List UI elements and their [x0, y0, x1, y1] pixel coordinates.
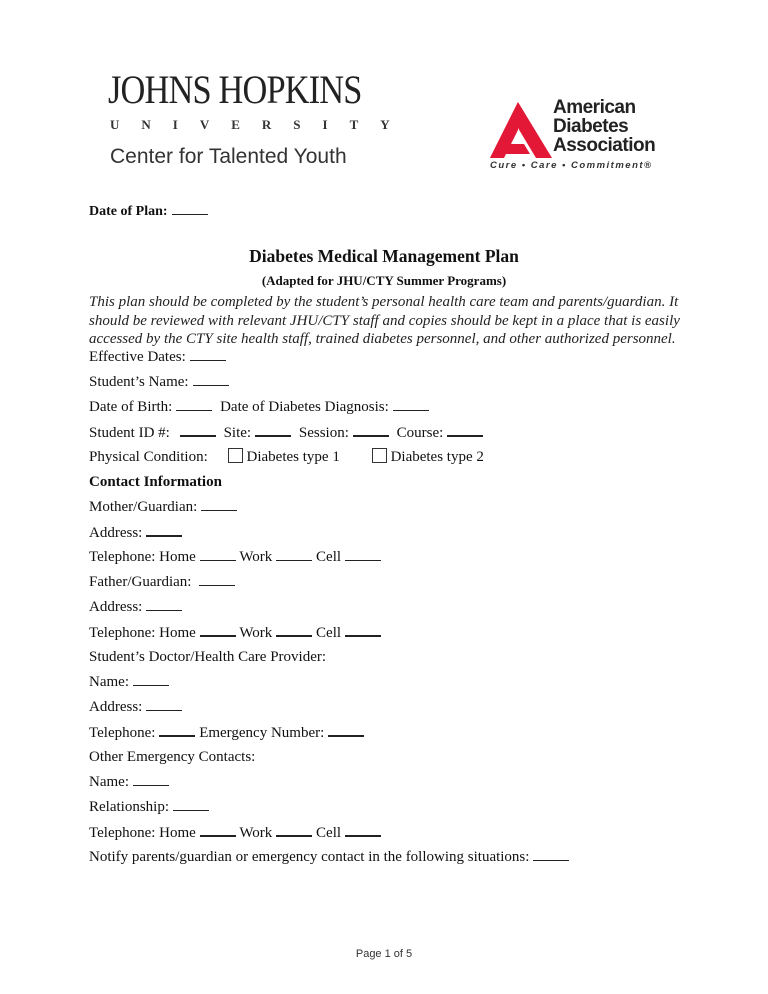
notify-label: Notify parents/guardian or emergency contact in the following situations: [89, 849, 530, 865]
session-field[interactable] [353, 423, 389, 437]
father-cell-field[interactable] [345, 623, 381, 637]
date-of-plan-field[interactable] [172, 202, 208, 215]
type1-label: Diabetes type 1 [246, 449, 340, 465]
jhu-logo-university: UNIVERSITY [110, 117, 412, 132]
student-id-field[interactable] [180, 423, 216, 437]
mother-home-label: Telephone: Home [89, 549, 196, 565]
father-phone-row [89, 623, 381, 642]
ada-line3: Association [553, 135, 656, 156]
student-name-row [89, 373, 229, 391]
ada-logo-text [553, 98, 655, 155]
page-subtitle: (Adapted for JHU/CTY Summer Programs) [261, 273, 507, 288]
physical-condition-label: Physical Condition: [89, 449, 208, 465]
course-label: Course: [396, 425, 444, 441]
diagnosis-date-field[interactable] [393, 398, 429, 411]
relationship-field[interactable] [173, 798, 209, 811]
father-home-field[interactable] [200, 623, 236, 637]
effective-dates-row [89, 348, 226, 366]
session-label: Session: [298, 425, 349, 441]
other-home-label: Telephone: Home [89, 825, 196, 841]
father-address-row [89, 598, 182, 616]
other-home-field[interactable] [200, 823, 236, 837]
other-work-field[interactable] [276, 823, 312, 837]
doctor-phone-field[interactable] [159, 723, 195, 737]
other-phone-row [89, 823, 381, 842]
mother-work-field[interactable] [276, 548, 312, 561]
father-work-field[interactable] [276, 623, 312, 637]
jhu-logo-program: Center for Talented Youth [110, 145, 347, 168]
other-name-row [89, 773, 169, 791]
emergency-number-label: Emergency Number: [199, 725, 325, 741]
mother-work-label: Work [239, 549, 273, 565]
mother-address-field[interactable] [146, 523, 182, 537]
doctor-address-field[interactable] [146, 698, 182, 711]
site-field[interactable] [255, 423, 291, 437]
father-row [89, 573, 235, 591]
date-of-plan-label: Date of Plan: [89, 204, 168, 219]
physical-condition-row [89, 448, 484, 466]
father-label: Father/Guardian: [89, 574, 192, 590]
site-label: Site: [223, 425, 252, 441]
doctor-name-field[interactable] [133, 673, 169, 686]
ada-logo [490, 97, 660, 171]
student-name-label: Student’s Name: [89, 374, 189, 390]
ada-tagline: Cure • Care • Commitment® [490, 160, 653, 171]
father-work-label: Work [239, 625, 273, 641]
notify-field[interactable] [533, 848, 569, 861]
father-address-field[interactable] [146, 598, 182, 611]
mother-cell-label: Cell [316, 549, 342, 565]
notify-row [89, 848, 569, 866]
contact-heading: Contact Information [89, 474, 222, 490]
other-work-label: Work [239, 825, 273, 841]
other-name-label: Name: [89, 774, 129, 790]
date-of-birth-label: Date of Birth: [89, 399, 173, 415]
mother-field[interactable] [201, 498, 237, 511]
mother-home-field[interactable] [200, 548, 236, 561]
intro-paragraph: This plan should be completed by the student’s personal health care team and parents/guardian. It should be reviewed with relevant JHU/CTY staff and copies should be kept in a place that is easily accessed by the CTY site health staff, trained diabetes personnel, and other authorized personnel. [89, 294, 680, 347]
effective-dates-field[interactable] [190, 348, 226, 361]
effective-dates-label: Effective Dates: [89, 349, 186, 365]
other-contacts-heading: Other Emergency Contacts: [89, 749, 256, 765]
father-cell-label: Cell [316, 625, 342, 641]
birth-diagnosis-row [89, 398, 429, 416]
relationship-row [89, 798, 209, 816]
doctor-address-row [89, 698, 182, 716]
page-title: Diabetes Medical Management Plan [249, 246, 519, 266]
doctor-phone-label: Telephone: [89, 725, 156, 741]
father-field[interactable] [199, 573, 235, 586]
ada-line2: Diabetes [553, 116, 629, 137]
mother-address-label: Address: [89, 525, 143, 541]
mother-address-row [89, 523, 182, 542]
course-field[interactable] [447, 423, 483, 437]
student-id-row [89, 423, 483, 442]
mother-row [89, 498, 237, 516]
type1-checkbox[interactable] [228, 448, 243, 463]
doctor-name-label: Name: [89, 674, 129, 690]
student-id-label: Student ID #: [89, 425, 170, 441]
father-home-label: Telephone: Home [89, 625, 196, 641]
jhu-logo-name: JOHNS HOPKINS [108, 67, 362, 112]
father-address-label: Address: [89, 599, 143, 615]
date-of-birth-field[interactable] [176, 398, 212, 411]
doctor-heading: Student’s Doctor/Health Care Provider: [89, 649, 327, 665]
diagnosis-date-label: Date of Diabetes Diagnosis: [220, 399, 389, 415]
other-cell-label: Cell [316, 825, 342, 841]
emergency-number-field[interactable] [328, 723, 364, 737]
ada-line1: American [553, 97, 636, 118]
page-number: Page 1 of 5 [355, 948, 413, 960]
mother-label: Mother/Guardian: [89, 499, 198, 515]
mother-phone-row [89, 548, 381, 566]
doctor-phone-row [89, 723, 364, 742]
ada-triangle-icon [490, 102, 552, 160]
doctor-address-label: Address: [89, 699, 143, 715]
date-of-plan [89, 202, 208, 221]
student-name-field[interactable] [193, 373, 229, 386]
other-cell-field[interactable] [345, 823, 381, 837]
mother-cell-field[interactable] [345, 548, 381, 561]
type2-checkbox[interactable] [372, 448, 387, 463]
other-name-field[interactable] [133, 773, 169, 786]
doctor-name-row [89, 673, 169, 691]
type2-label: Diabetes type 2 [390, 449, 484, 465]
relationship-label: Relationship: [89, 799, 169, 815]
